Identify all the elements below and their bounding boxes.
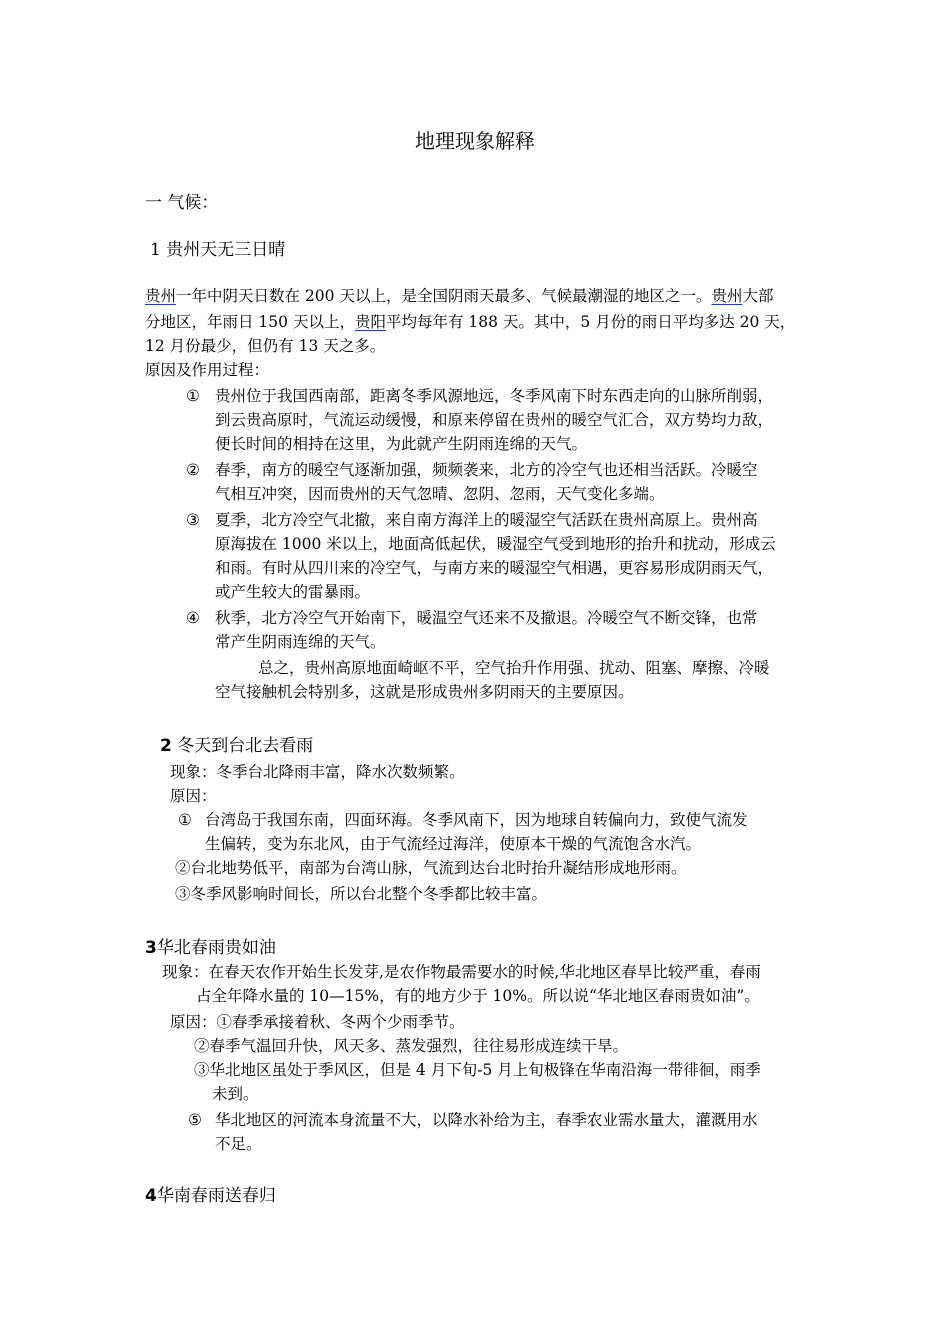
reason-marker: ②: [186, 461, 200, 479]
item2-phenomenon: 现象：冬季台北降雨丰富，降水次数频繁。: [170, 763, 465, 781]
item3-phenomenon-line: 占全年降水量的 10—15%，有的地方少于 10%。所以说“华北地区春雨贵如油”。: [196, 987, 760, 1005]
reason-line: 原因：①春季承接着秋、冬两个少雨季节。: [170, 1013, 465, 1031]
reason-line: ③华北地区虽处于季风区，但是 4 月下旬-5 月上旬极锋在华南沿海一带徘徊，雨季: [194, 1061, 761, 1079]
item1-para-text: 大部: [742, 287, 774, 305]
reason-line: 夏季，北方冷空气北撤，来自南方海洋上的暖湿空气活跃在贵州高原上。贵州高: [215, 511, 758, 529]
reason-line: 到云贵高原时，气流运动缓慢，和原来停留在贵州的暖空气汇合，双方势均力敌，: [215, 411, 774, 429]
item2-heading: [160, 731, 313, 756]
item2-number: 2: [160, 736, 172, 756]
reason-line: 常产生阴雨连绵的天气。: [215, 633, 386, 651]
reason-marker: ④: [186, 609, 200, 627]
item3-title: 华北春雨贵如油: [156, 938, 276, 958]
reason-line: 春季，南方的暖空气逐渐加强，频频袭来，北方的冷空气也还相当活跃。冷暖空: [215, 461, 758, 479]
item1-heading: 1 贵州天无三日晴: [150, 240, 286, 260]
guizhou-link[interactable]: 贵州: [711, 287, 743, 305]
reason-line: 未到。: [212, 1085, 259, 1103]
item4-number: 4: [145, 1186, 157, 1206]
item2-title: 冬天到台北去看雨: [177, 736, 314, 756]
reason-line: 台湾岛于我国东南，四面环海。冬季风南下，因为地球自转偏向力，致使气流发: [205, 811, 748, 829]
item1-para-text: 平均每年有 188 天。其中，5 月份的雨日平均多达 20 天，: [385, 313, 796, 331]
item3-number: 3: [145, 938, 157, 958]
reason-line: 秋季，北方冷空气开始南下，暖温空气还来不及撤退。冷暖空气不断交锋，也常: [215, 609, 758, 627]
reason-line: ③冬季风影响时间长，所以台北整个冬季都比较丰富。: [175, 885, 548, 903]
reason-marker: ①: [186, 387, 200, 405]
reason-line: 贵州位于我国西南部，距离冬季风源地远，冬季风南下时东西走向的山脉所削弱，: [215, 387, 774, 405]
item1-para-text: 一年中阴天日数在 200 天以上，是全国阴雨天最多、气候最潮湿的地区之一。: [176, 287, 712, 305]
reason-marker: ③: [186, 511, 200, 529]
page-title: 地理现象解释: [415, 129, 535, 153]
item4-title: 华南春雨送春归: [156, 1186, 276, 1206]
item1-para-text: 分地区，年雨日 150 天以上，: [145, 313, 355, 331]
item1-para-line2: [145, 310, 795, 334]
guizhou-link[interactable]: 贵州: [145, 287, 177, 305]
section-heading-climate: 一 气候：: [145, 193, 219, 213]
reason-line: ②春季气温回升快，风天多、蒸发强烈，往往易形成连续干旱。: [194, 1037, 629, 1055]
item2-reason-label: 原因：: [170, 787, 217, 805]
item3-phenomenon-line: 现象：在春天农作开始生长发芽,是农作物最需要水的时候,华北地区春旱比较严重，春雨: [162, 963, 761, 981]
reason-line: 便长时间的相持在这里，为此就产生阴雨连绵的天气。: [215, 435, 588, 453]
item1-reason-label: 原因及作用过程：: [145, 361, 270, 379]
item1-para-line3: 12 月份最少，但仍有 13 天之多。: [145, 337, 386, 355]
reason-marker: ①: [178, 811, 192, 829]
reason-line: 原海拔在 1000 米以上，地面高低起伏，暖湿空气受到地形的抬升和扰动，形成云: [215, 535, 776, 553]
reason-line: 或产生较大的雷暴雨。: [215, 583, 371, 601]
item4-heading: [145, 1181, 276, 1206]
guiyang-link[interactable]: 贵阳: [354, 313, 386, 331]
item1-para-line1: [145, 284, 774, 308]
summary-line: 空气接触机会特别多，这就是形成贵州多阴雨天的主要原因。: [215, 683, 634, 701]
reason-line: 和雨。有时从四川来的冷空气，与南方来的暖湿空气相遇，更容易形成阴雨天气，: [215, 559, 774, 577]
item3-heading: [145, 933, 276, 958]
reason-line: 气相互冲突，因而贵州的天气忽晴、忽阴、忽雨，天气变化多端。: [215, 485, 665, 503]
reason-marker: ⑤: [188, 1111, 202, 1129]
reason-line: 生偏转，变为东北风，由于气流经过海洋，使原本干燥的气流饱含水汽。: [205, 835, 702, 853]
reason-line: 不足。: [215, 1135, 262, 1153]
summary-line: 总之，贵州高原地面崎岖不平，空气抬升作用强、扰动、阻塞、摩擦、冷暖: [258, 659, 770, 677]
reason-line: 华北地区的河流本身流量不大，以降水补给为主，春季农业需水量大，灌溉用水: [215, 1111, 758, 1129]
reason-line: ②台北地势低平，南部为台湾山脉，气流到达台北时抬升凝结形成地形雨。: [175, 859, 687, 877]
